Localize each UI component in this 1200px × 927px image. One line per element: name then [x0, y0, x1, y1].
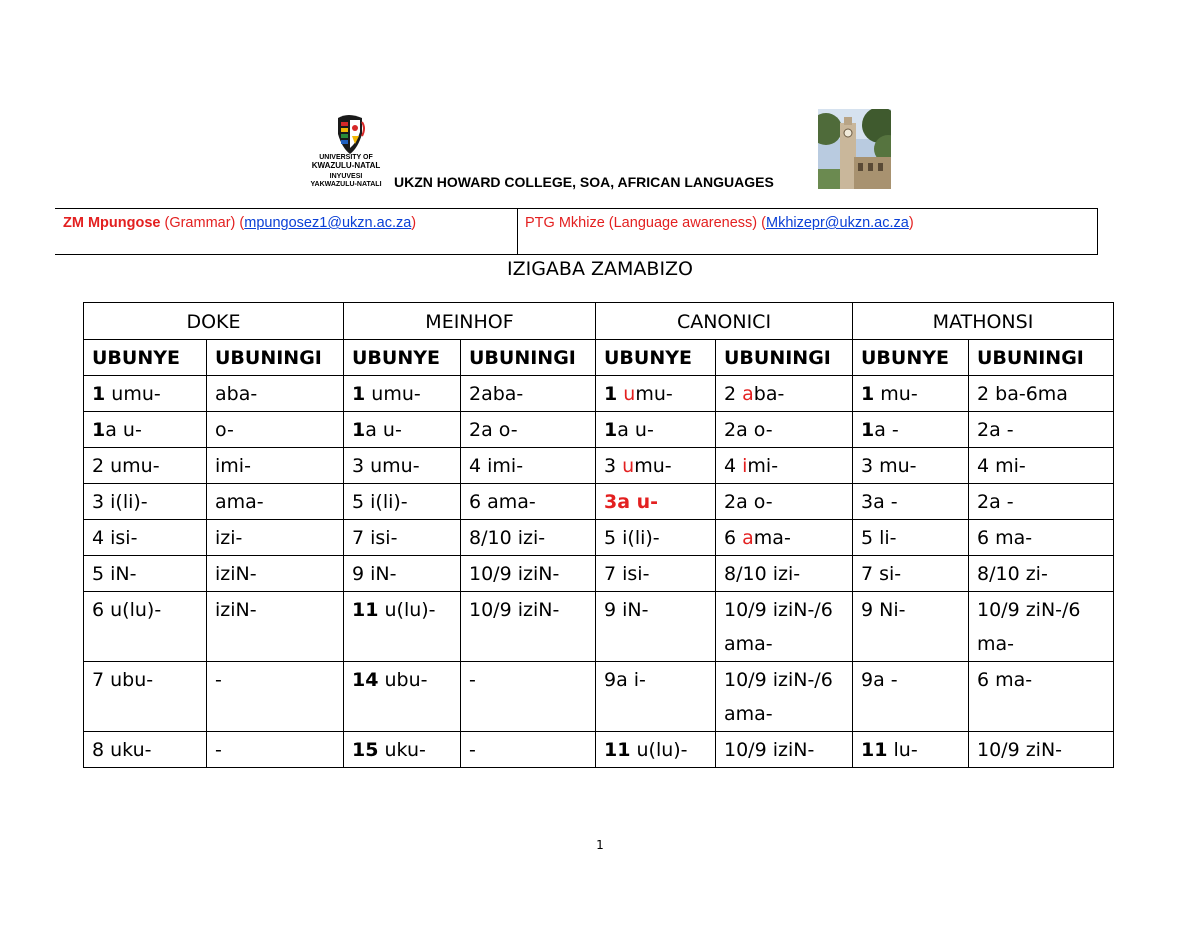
cell-text: 7 ubu- — [92, 669, 154, 691]
cell-text: 9 Ni- — [861, 599, 906, 621]
table-cell — [84, 592, 207, 662]
cell-text: 2a o- — [724, 491, 773, 513]
group-header: MEINHOF — [344, 303, 596, 340]
cell-text: 6 — [724, 527, 743, 549]
cell-text: 8 uku- — [92, 739, 152, 761]
table-cell — [207, 520, 344, 556]
table-row — [84, 448, 1114, 484]
cell-text: ma- — [753, 527, 791, 549]
cell-text: 6 ma- — [977, 669, 1033, 691]
table-cell — [596, 376, 716, 412]
contact-right-close: ) — [908, 215, 914, 231]
group-header: DOKE — [84, 303, 344, 340]
cell-text: iziN- — [215, 563, 257, 585]
cell-text: 5 i(li)- — [352, 491, 408, 513]
cell-text: 3a - — [861, 491, 898, 513]
cell-text: 1 — [92, 419, 106, 441]
table-cell — [84, 556, 207, 592]
table-cell — [716, 376, 853, 412]
cell-text: 1 — [604, 419, 618, 441]
table-cell — [207, 412, 344, 448]
table-row — [84, 376, 1114, 412]
table-cell — [344, 412, 461, 448]
cell-text: 5 iN- — [92, 563, 137, 585]
cell-text: 3 mu- — [861, 455, 917, 477]
cell-text: 1 — [604, 383, 618, 405]
cell-text: 11 — [861, 739, 888, 761]
subheader: UBUNINGI — [461, 340, 596, 376]
table-cell — [969, 484, 1114, 520]
table-cell — [84, 376, 207, 412]
table-cell — [84, 662, 207, 732]
contact-right-role: (Language awareness) ( — [604, 215, 766, 231]
contact-right — [525, 215, 914, 231]
table-cell — [461, 662, 596, 732]
cell-text: 10/9 iziN- — [724, 739, 815, 761]
cell-text: 1 — [861, 419, 875, 441]
cell-text: - — [215, 739, 222, 761]
table-cell — [84, 448, 207, 484]
table-cell — [207, 556, 344, 592]
table-cell — [461, 732, 596, 768]
cell-text: 1 — [861, 383, 875, 405]
cell-text: a u- — [617, 419, 654, 441]
table-cell — [853, 448, 969, 484]
cell-text: imi- — [215, 455, 251, 477]
cell-text: 2 — [724, 383, 743, 405]
table-cell — [596, 520, 716, 556]
cell-text: u — [623, 383, 636, 405]
table-cell — [853, 376, 969, 412]
cell-text: ama- — [215, 491, 264, 513]
contact-right-name: PTG Mkhize — [525, 215, 605, 231]
cell-text: 10/9 iziN- — [469, 563, 560, 585]
page-number: 1 — [596, 838, 604, 852]
table-row — [84, 732, 1114, 768]
cell-text: 8/10 zi- — [977, 563, 1048, 585]
subheader: UBUNYE — [344, 340, 461, 376]
contact-left-name: ZM Mpungose — [63, 215, 161, 231]
table-cell — [207, 732, 344, 768]
contact-right-email-link[interactable]: Mkhizepr@ukzn.ac.za — [765, 215, 909, 231]
table-cell — [461, 592, 596, 662]
subheader: UBUNINGI — [716, 340, 853, 376]
cell-text: 10/9 ziN-/6 ma- — [977, 599, 1081, 655]
cell-text: 10/9 ziN- — [977, 739, 1063, 761]
table-cell — [716, 662, 853, 732]
cell-text: mu- — [874, 383, 918, 405]
cell-text: 3 i(li)- — [92, 491, 148, 513]
subheader-row — [84, 340, 1114, 376]
table-cell — [461, 412, 596, 448]
cell-text: 11 — [352, 599, 379, 621]
table-cell — [596, 484, 716, 520]
cell-text: 6 ma- — [977, 527, 1033, 549]
table-cell — [596, 556, 716, 592]
cell-text: 9 iN- — [604, 599, 649, 621]
table-cell — [207, 662, 344, 732]
table-row — [84, 412, 1114, 448]
cell-text: 1 — [352, 419, 366, 441]
table-cell — [716, 448, 853, 484]
table-cell — [969, 732, 1114, 768]
cell-text: uku- — [378, 739, 426, 761]
cell-text: 3 — [604, 455, 623, 477]
cell-text: a — [742, 383, 754, 405]
table-row — [84, 520, 1114, 556]
table-cell — [853, 592, 969, 662]
table-cell — [207, 376, 344, 412]
cell-text: 7 isi- — [604, 563, 650, 585]
table-cell — [596, 412, 716, 448]
table-cell — [461, 520, 596, 556]
cell-text: u(lu)- — [378, 599, 436, 621]
cell-text: 10/9 iziN- — [469, 599, 560, 621]
table-cell — [853, 484, 969, 520]
table-cell — [207, 448, 344, 484]
cell-text: a — [742, 527, 754, 549]
cell-text: 7 si- — [861, 563, 902, 585]
cell-text: 9a - — [861, 669, 898, 691]
table-cell — [969, 412, 1114, 448]
cell-text: 10/9 iziN-/6 ama- — [724, 599, 833, 655]
contact-divider — [517, 209, 518, 254]
contact-left-close: ) — [411, 215, 417, 231]
cell-text: mu- — [635, 383, 673, 405]
cell-text: u — [622, 455, 635, 477]
table-cell — [853, 662, 969, 732]
group-header-row — [84, 303, 1114, 340]
logo-line-4: YAKWAZULU-NATALI — [310, 181, 382, 188]
table-body — [84, 376, 1114, 768]
table-cell — [207, 484, 344, 520]
table-row — [84, 662, 1114, 732]
table-cell — [596, 732, 716, 768]
cell-text: 2a - — [977, 491, 1014, 513]
cell-text: 2a o- — [724, 419, 773, 441]
table-cell — [344, 662, 461, 732]
cell-text: 6 u(lu)- — [92, 599, 162, 621]
cell-text: umu- — [365, 383, 421, 405]
table-cell — [344, 556, 461, 592]
table-cell — [596, 662, 716, 732]
cell-text: - — [215, 669, 222, 691]
table-cell — [344, 520, 461, 556]
table-cell — [344, 484, 461, 520]
table-cell — [461, 556, 596, 592]
cell-text: 8/10 izi- — [724, 563, 801, 585]
group-header: MATHONSI — [853, 303, 1114, 340]
contact-left — [63, 215, 416, 231]
document-title: IZIGABA ZAMABIZO — [506, 258, 694, 280]
cell-text: 7 isi- — [352, 527, 398, 549]
cell-text: i — [742, 455, 748, 477]
table-cell — [84, 732, 207, 768]
cell-text: izi- — [215, 527, 243, 549]
table-cell — [969, 662, 1114, 732]
campus-photo — [818, 109, 891, 189]
table-cell — [716, 556, 853, 592]
table-cell — [596, 448, 716, 484]
table-cell — [716, 592, 853, 662]
table-cell — [461, 448, 596, 484]
table-cell — [344, 592, 461, 662]
cell-text: 2a o- — [469, 419, 518, 441]
cell-text: umu- — [105, 383, 161, 405]
table-cell — [84, 412, 207, 448]
cell-text: a u- — [365, 419, 402, 441]
table-cell — [207, 592, 344, 662]
table-cell — [853, 556, 969, 592]
header-title: UKZN HOWARD COLLEGE, SOA, AFRICAN LANGUAGES — [394, 174, 774, 190]
cell-text: 2aba- — [469, 383, 524, 405]
cell-text: 10/9 iziN-/6 ama- — [724, 669, 833, 725]
table-cell — [344, 376, 461, 412]
cell-text: 2a - — [977, 419, 1014, 441]
table-cell — [596, 592, 716, 662]
subheader: UBUNYE — [853, 340, 969, 376]
logo-line-2: KWAZULU-NATAL — [311, 161, 381, 170]
cell-text: 3a u- — [604, 491, 659, 513]
cell-text: 9 iN- — [352, 563, 397, 585]
cell-text: iziN- — [215, 599, 257, 621]
noun-class-table — [83, 302, 1114, 768]
cell-text: a - — [874, 419, 899, 441]
group-header: CANONICI — [596, 303, 853, 340]
table-cell — [716, 484, 853, 520]
cell-text: mu- — [634, 455, 672, 477]
table-cell — [84, 484, 207, 520]
cell-text: 1 — [92, 383, 106, 405]
cell-text: 1 — [352, 383, 366, 405]
table-cell — [716, 412, 853, 448]
subheader: UBUNYE — [84, 340, 207, 376]
table-cell — [969, 520, 1114, 556]
subheader: UBUNINGI — [207, 340, 344, 376]
table-row — [84, 484, 1114, 520]
table-row — [84, 592, 1114, 662]
table-cell — [853, 412, 969, 448]
table-cell — [461, 484, 596, 520]
cell-text: 4 — [724, 455, 743, 477]
cell-text: 3 umu- — [352, 455, 420, 477]
cell-text: u(lu)- — [630, 739, 688, 761]
table-cell — [344, 448, 461, 484]
contact-right-border — [1097, 209, 1098, 254]
cell-text: 14 — [352, 669, 379, 691]
table-cell — [853, 732, 969, 768]
table-cell — [969, 376, 1114, 412]
cell-text: 4 imi- — [469, 455, 524, 477]
table-cell — [716, 732, 853, 768]
cell-text: ubu- — [378, 669, 428, 691]
logo-line-3: INYUVESI — [329, 173, 363, 180]
contact-left-email-link[interactable]: mpungosez1@ukzn.ac.za — [244, 215, 412, 231]
subheader: UBUNINGI — [969, 340, 1114, 376]
logo-wordmark — [302, 154, 390, 189]
cell-text: lu- — [887, 739, 918, 761]
cell-text: 8/10 izi- — [469, 527, 546, 549]
subheader: UBUNYE — [596, 340, 716, 376]
cell-text: 5 li- — [861, 527, 897, 549]
table-cell — [716, 520, 853, 556]
cell-text: 4 isi- — [92, 527, 138, 549]
cell-text: mi- — [747, 455, 779, 477]
cell-text: ba- — [753, 383, 785, 405]
contact-left-role: (Grammar) ( — [160, 215, 245, 231]
cell-text: 9a i- — [604, 669, 646, 691]
table-cell — [461, 376, 596, 412]
cell-text: a u- — [105, 419, 142, 441]
table-cell — [969, 592, 1114, 662]
cell-text: 5 i(li)- — [604, 527, 660, 549]
contact-row — [55, 208, 1098, 255]
cell-text: 11 — [604, 739, 631, 761]
table-cell — [344, 732, 461, 768]
cell-text: - — [469, 669, 476, 691]
table-cell — [853, 520, 969, 556]
cell-text: o- — [215, 419, 234, 441]
cell-text: - — [469, 739, 476, 761]
table-cell — [969, 448, 1114, 484]
cell-text: 15 — [352, 739, 379, 761]
cell-text: 4 mi- — [977, 455, 1026, 477]
table-cell — [969, 556, 1114, 592]
cell-text: 2 ba-6ma — [977, 383, 1068, 405]
table-cell — [84, 520, 207, 556]
logo-line-1: UNIVERSITY OF — [319, 154, 373, 161]
cell-text: 2 umu- — [92, 455, 160, 477]
cell-text: aba- — [215, 383, 258, 405]
cell-text: 6 ama- — [469, 491, 536, 513]
table-row — [84, 556, 1114, 592]
